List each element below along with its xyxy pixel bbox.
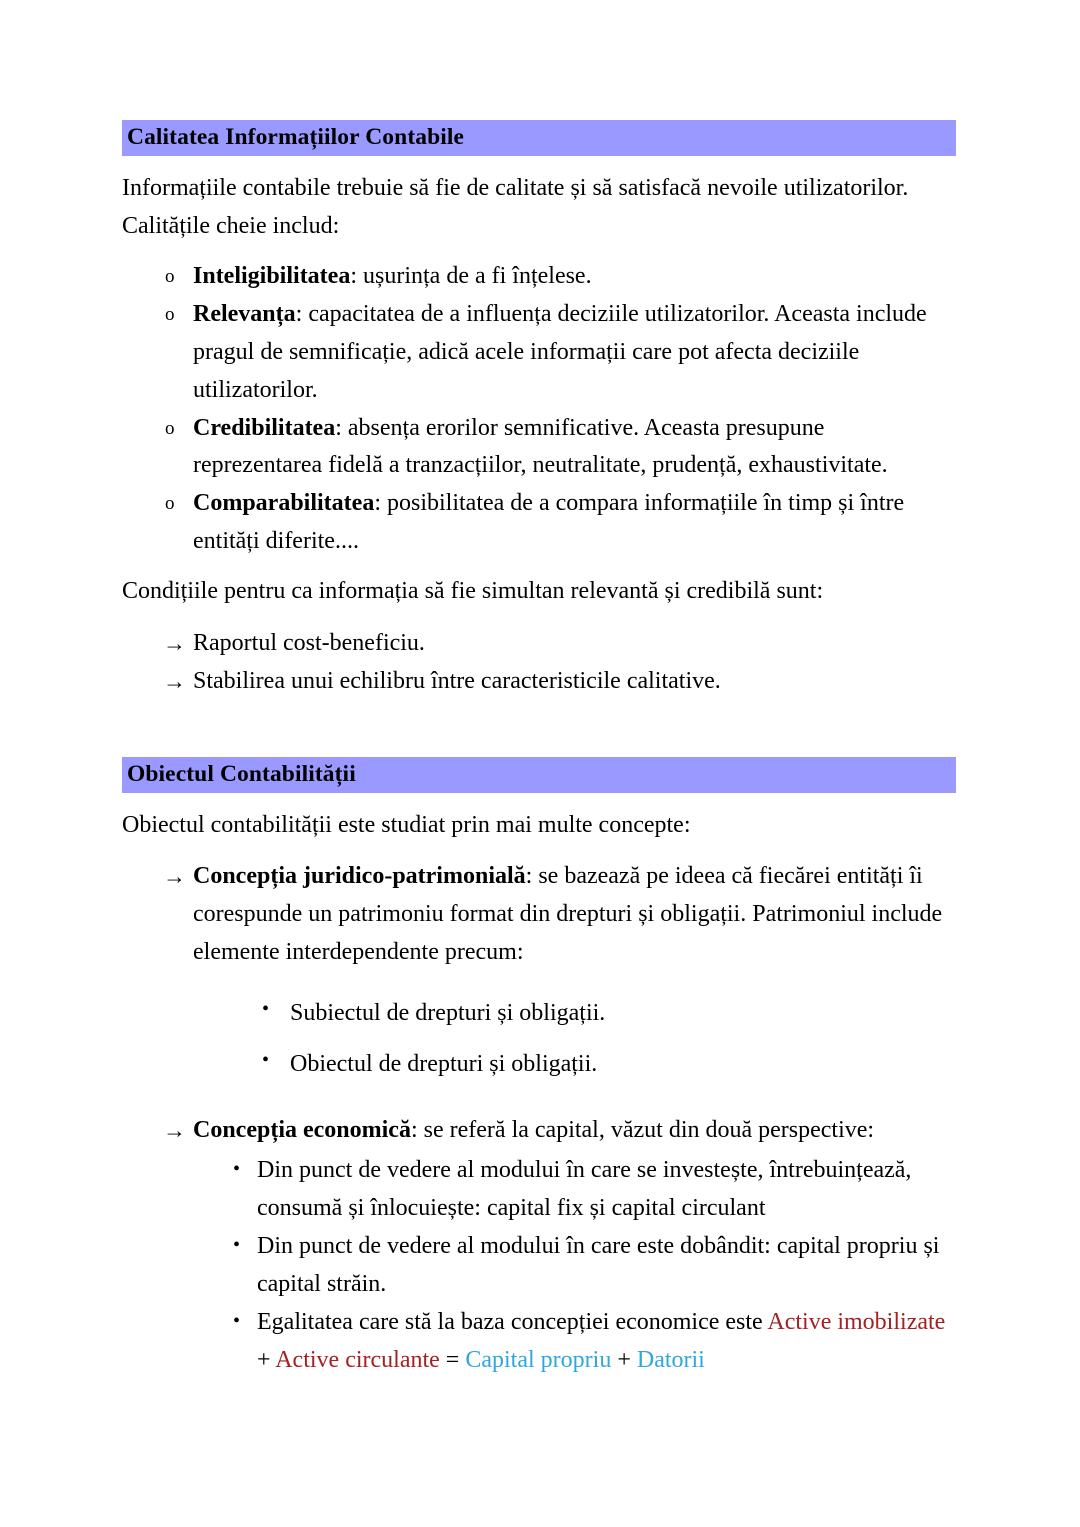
list-item-text [193,1112,958,1150]
list-item [122,1228,958,1304]
list-item-term: Concepția juridico-patrimonială [193,862,526,889]
list-item [122,988,958,1039]
concept-juridic-subitems [122,988,958,1091]
list-item-text [193,410,958,486]
bullet-dot-icon: • [262,1048,270,1071]
equation-term-active-circulante: Active circulante [275,1346,440,1373]
circle-marker-icon: o [165,265,175,287]
list-item-text: Din punct de vedere al modului în care se investește, întrebuințează, consumă și înlocuiește: capital fix și capital circulant [257,1157,912,1222]
concepts-list [122,858,958,1380]
arrow-right-icon: → [163,631,186,657]
section-heading-object [122,757,956,793]
heading-text: Calitatea Informațiilor Contabile [127,124,465,150]
equation-lead: Egalitatea care stă la baza concepției economice este [257,1308,768,1335]
list-item-rest: : se referă la capital, văzut din două perspective: [410,1117,875,1144]
list-item-rest: : se bazează pe ideea că fiecărei entități îi corespunde un patrimoniu format din drepturi și obligații. Patrimoniul include elemente interdependente precum: [193,862,943,965]
list-item-text [193,858,958,972]
list-item-term: Relevanța [193,300,296,327]
quality-list [122,258,958,561]
list-item [122,258,958,296]
list-item-rest: : ușurința de a fi înțelese. [350,262,592,289]
list-item [122,625,958,663]
list-item-term: Inteligibilitatea [193,262,351,289]
list-item-term: Comparabilitatea [193,490,375,517]
list-item-text [193,296,958,410]
list-item [122,858,958,972]
bullet-dot-icon: • [233,1233,241,1256]
equation-term-capital-propriu: Capital propriu [465,1346,612,1373]
circle-marker-icon: o [165,493,175,515]
section-heading-quality [122,120,956,156]
equation-text [257,1304,958,1380]
list-item [122,410,958,486]
concept-economic-subitems [122,1152,958,1379]
document-content [122,120,958,1380]
list-item-text: Din punct de vedere al modului în care este dobândit: capital propriu și capital străin. [257,1232,940,1297]
list-item [122,663,958,701]
list-item-term: Credibilitatea [193,414,336,441]
list-item-rest: : absența erorilor semnificative. Aceasta presupune reprezentarea fidelă a tranzacțiilor, neutralitate, prudență, exhaustivitate. [193,414,888,479]
list-item-text: Stabilirea unui echilibru între caracteristicile calitative. [193,667,721,694]
list-item-text: Subiectul de drepturi și obligații. [290,999,606,1026]
arrow-right-icon: → [163,863,186,889]
list-item-rest: : capacitatea de a influența deciziile utilizatorilor. Aceasta include pragul de semnificație, adică acele informații care pot afecta deciziile utilizatorilor. [193,300,927,403]
equation-operator-equals: = [439,1346,466,1373]
list-item [122,1152,958,1228]
bullet-dot-icon: • [233,1158,241,1181]
list-item-text [193,258,958,296]
object-intro-paragraph: Obiectul contabilității este studiat prin mai multe concepte: [122,811,691,838]
bullet-dot-icon: • [262,997,270,1020]
arrow-right-icon: → [163,668,186,694]
list-item [122,1039,958,1090]
list-item [122,1112,958,1150]
list-item-text [193,485,958,561]
equation-term-active-imobilizate: Active imobilizate [767,1308,946,1335]
list-item-text: Obiectul de drepturi și obligații. [290,1050,598,1077]
bullet-dot-icon: • [233,1309,241,1332]
equation-operator-plus: + [257,1346,276,1373]
conditions-list [122,625,958,701]
circle-marker-icon: o [165,303,175,325]
circle-marker-icon: o [165,417,175,439]
list-item [122,485,958,561]
list-item-text: Raportul cost-beneficiu. [193,630,425,657]
list-item-rest: : posibilitatea de a compara informațiile în timp și între entități diferite.... [193,490,905,555]
list-item-equation [122,1304,958,1380]
list-item [122,296,958,410]
arrow-right-icon: → [163,1118,186,1144]
equation-operator-plus: + [611,1346,637,1373]
section-spacer [122,701,958,757]
quality-intro-paragraph: Informațiile contabile trebuie să fie de calitate și să satisfacă nevoile utilizatorilor. Calitățile cheie includ: [122,175,909,239]
heading-text: Obiectul Contabilității [127,760,356,787]
list-item-term: Concepția economică [193,1117,411,1144]
conditions-intro-paragraph: Condițiile pentru ca informația să fie simultan relevantă și credibilă sunt: [122,578,824,605]
equation-term-datorii: Datorii [636,1346,705,1373]
